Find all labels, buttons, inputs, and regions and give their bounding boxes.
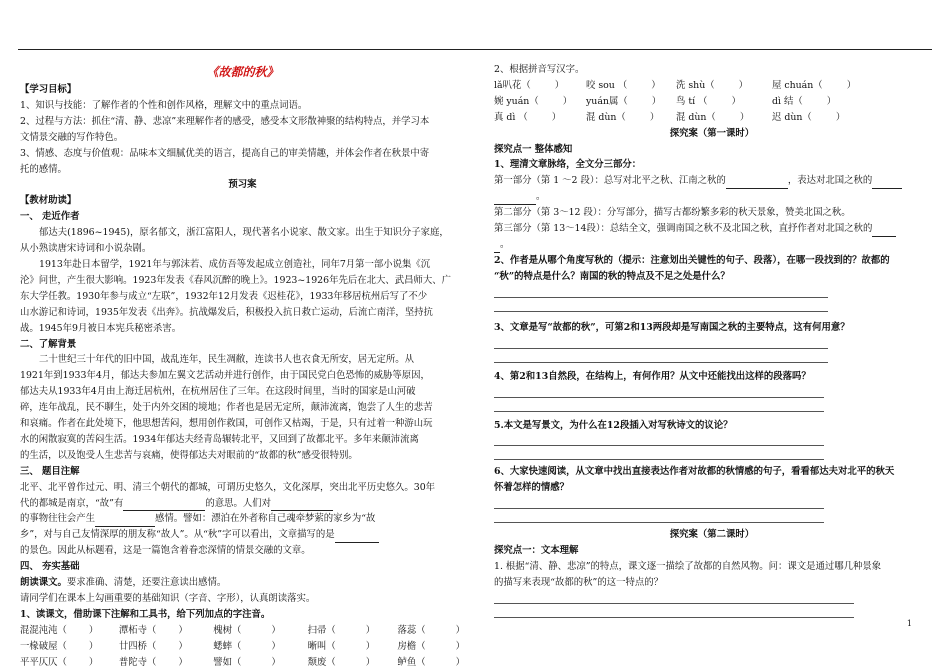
word-item: 廿四桥（ ） <box>118 640 188 652</box>
text-question-1a: 1. 根据“清、静、悲凉”的特点，课文逐一描绘了故都的自然风物。问：课文是通过哪几种景象 <box>494 561 882 573</box>
structure-part-2: 第二部分（第 3～12 段）：分写部分，描写古都纷繁多彩的秋天景象，赞美北国之秋。 <box>494 207 851 219</box>
point-2-heading: 探究点一：文本理解 <box>494 545 579 557</box>
explore-1-heading: 探究案（第一课时） <box>669 127 755 139</box>
word-item: 一椽破屋（ ） <box>20 640 99 652</box>
structure-text: 。 <box>500 238 510 250</box>
answer-line[interactable] <box>494 299 828 312</box>
word-item: 平平仄仄（ ） <box>20 656 99 668</box>
question-4: 4、第2和13自然段，在结构上，有何作用？从文中还能找出这样的段落吗？ <box>494 370 811 382</box>
structure-text: ，表达对北国之秋的 <box>787 175 873 187</box>
word-item: 房檐（ ） <box>397 640 465 652</box>
section-title-note-heading: 三、 题目注解 <box>20 465 80 477</box>
pinyin-item: 真 dì （ ） <box>494 111 562 123</box>
title-note-text: 乡”，对与自己友情深厚的朋友称“故人”。从“秋”字可以看出，文章描写的是 <box>20 529 335 541</box>
answer-line[interactable] <box>494 399 824 412</box>
answer-line[interactable] <box>494 496 824 509</box>
point-1-heading: 探究点一 整体感知 <box>494 143 573 155</box>
word-item: 颓废（ ） <box>307 656 376 668</box>
section-background-heading: 二、了解背景 <box>20 338 77 350</box>
left-column <box>20 62 465 671</box>
pinyin-item: 屋 chuán（ ） <box>772 79 857 91</box>
question-1: 1、读课文，借助课下注解和工具书，给下列加点的字注音。 <box>20 608 271 620</box>
question-3: 3、文章是写“故都的秋”，可第2和13两段却是写南国之秋的主要特点，这有何用意？ <box>494 321 850 333</box>
document-title: 《故都的秋》 <box>206 65 279 79</box>
structure-part-1-cont <box>494 189 930 205</box>
fill-blank[interactable] <box>726 177 788 189</box>
question-2b: “秋”的特点是什么？南国的秋的特点及不足之处是什么？ <box>494 270 730 282</box>
structure-text: 第三部分（第 13～14段）：总结全文，强调南国之秋不及北国之秋，直抒作者对北国之秋的 <box>494 223 873 235</box>
answer-line[interactable] <box>494 350 828 363</box>
answer-line[interactable] <box>494 510 824 523</box>
answer-line[interactable] <box>494 447 824 460</box>
fill-blank[interactable] <box>123 499 205 511</box>
pinyin-item: lǎ叭花（ ） <box>494 79 565 91</box>
word-item: 槐树（ ） <box>213 624 281 636</box>
fill-blank[interactable] <box>95 515 155 527</box>
answer-line[interactable] <box>494 433 824 446</box>
structure-text: 第一部分（第 1 ～2 段）：总写对北平之秋、江南之秋的 <box>494 175 726 187</box>
word-item: 鲈鱼（ ） <box>397 656 465 668</box>
title-note-text: 感情。譬如：漂泊在外者称自己魂牵梦萦的家乡为“故 <box>155 513 376 525</box>
goals-heading: 【学习目标】 <box>20 84 77 95</box>
title-note-line: 北平、北平曾作过元、明、清三个朝代的都城，可谓历史悠久，文化深厚，突出北平历史悠久。30年 <box>20 481 436 493</box>
structure-part-3-cont <box>494 237 930 253</box>
read-label: 朗读课文。 <box>20 577 67 589</box>
page-number: 1 <box>906 619 912 628</box>
fill-blank[interactable] <box>271 499 333 511</box>
background-line: 碎，连年战乱，民不聊生，处于内外交困的境地；作者也是居无定所，颠沛流离，饱尝了人生的悲苦 <box>20 402 433 414</box>
read-instruction <box>20 575 465 591</box>
background-line: 和哀痛。作者在此处境下，他思想苦闷，想用创作救国，可创作又枯竭，于是，只有过着一种游山玩 <box>20 418 433 430</box>
preview-heading: 预习案 <box>228 179 257 191</box>
goal-line: 3、情感、态度与价值观：品味本文细腻优美的语言，提高自己的审美情趣，并体会作者在秋景中寄 <box>20 147 430 159</box>
title-note-text: 的事物往往会产生 <box>20 513 96 525</box>
word-item: 普陀寺（ ） <box>118 656 188 668</box>
goal-line: 托的感情。 <box>20 163 67 175</box>
author-line: 郁达夫(1896~1945)，原名郁文，浙江富阳人，现代著名小说家、散文家。出生于知识分子家庭， <box>39 227 449 239</box>
title-note-line <box>20 527 465 543</box>
structure-part-3 <box>494 221 930 237</box>
word-row <box>20 655 465 671</box>
author-line: 东大学任教。1930年参与成立“左联”，1932年12月发表《迟桂花》，1933年移居杭州后写了不少 <box>20 290 428 302</box>
pinyin-row <box>494 78 930 94</box>
word-row <box>20 639 465 655</box>
explore-2-heading: 探究案（第二课时） <box>669 529 755 541</box>
answer-line[interactable] <box>494 385 824 398</box>
word-item: 蟋蟀（ ） <box>213 640 281 652</box>
aid-heading: 【教材助读】 <box>20 195 77 207</box>
question-6a: 6、大家快速阅读，从文章中找出直接表达作者对故都的秋情感的句子，看看郁达夫对北平的秋天 <box>494 466 895 478</box>
fill-blank[interactable] <box>335 531 379 543</box>
question-6b: 怀着怎样的情感？ <box>494 482 570 494</box>
question-2a: 2、作者是从哪个角度写秋的（提示：注意划出关键性的句子、段落），在哪一段找到的？故都的 <box>494 254 890 266</box>
structure-question: 1、理清文章脉络，全文分三部分： <box>494 159 642 171</box>
answer-line[interactable] <box>494 591 854 604</box>
word-item: 晰叫（ ） <box>307 640 376 652</box>
title-note-line <box>20 496 465 512</box>
author-line: 山水游记和诗词，1935年发表《出奔》。抗战爆发后，积极投入抗日救亡运动，后流亡南洋，坚持抗 <box>20 306 433 318</box>
goal-line: 文情景交融的写作特色。 <box>20 131 124 143</box>
author-line: 从小熟读唐宋诗词和小说杂剧。 <box>20 243 152 255</box>
answer-line[interactable] <box>494 605 854 618</box>
text-question-1b: 的描写来表现“故都的秋”的这一特点的？ <box>494 576 663 588</box>
structure-text: 。 <box>536 191 546 203</box>
right-column <box>494 62 930 619</box>
background-line: 1921年到1933年4月，郁达夫参加左翼文艺活动并进行创作，由于国民党白色恐怖的威胁等原因， <box>20 370 430 382</box>
header-rule <box>18 49 932 50</box>
section-basics-heading: 四、 夯实基础 <box>20 561 80 573</box>
word-item: 扫帚（ ） <box>307 624 376 636</box>
read-text: 要求准确、清楚，还要注意读出感情。 <box>66 577 227 589</box>
word-item: 譬如（ ） <box>213 656 281 668</box>
author-line: 沦》问世，产生很大影响。1923年发表《春风沉醉的晚上》。1923~1926年先后在北大、武昌师大、广 <box>20 274 451 286</box>
answer-line[interactable] <box>494 285 828 298</box>
pinyin-item: dì 结（ ） <box>772 95 837 107</box>
note-line: 请同学们在课本上勾画重要的基础知识（字音、字形），认真朗读落实。 <box>20 593 316 604</box>
pinyin-row <box>494 94 930 110</box>
title-note-line: 的景色。因此从标题看，这是一篇饱含着眷恋深情的情景交融的文章。 <box>20 545 311 557</box>
author-line: 战。1945年9月被日本宪兵秘密杀害。 <box>20 322 182 334</box>
pinyin-item: 鸟 tí （ ） <box>676 95 741 107</box>
background-line: 郁达夫从1933年4月由上海迁居杭州，在杭州居住了三年。在这段时间里，当时的国家是山河破 <box>20 386 416 398</box>
pinyin-item: 混 dùn（ ） <box>676 111 750 123</box>
answer-line[interactable] <box>494 336 828 349</box>
pinyin-item: 咬 sou （ ） <box>586 79 661 91</box>
title-note-text: 代的都城是南京，“故”有 <box>20 497 124 509</box>
background-line: 水的闲散寂寞的苦闷生活。1934年郁达夫经青岛辗转北平，又回到了故都北平。多年来颠沛流离 <box>20 433 419 445</box>
fill-blank[interactable] <box>494 193 536 205</box>
fill-blank[interactable] <box>872 225 896 237</box>
pinyin-item: yuán属（ ） <box>586 95 662 107</box>
fill-blank[interactable] <box>872 177 902 189</box>
goal-line: 1、知识与技能：了解作者的个性和创作风格，理解文中的重点词语。 <box>20 99 308 111</box>
pinyin-item: 混 dùn（ ） <box>586 111 660 123</box>
question-2: 2、根据拼音写汉字。 <box>494 64 585 75</box>
pinyin-item: 迟 dùn（ ） <box>772 111 846 123</box>
word-row <box>20 623 465 639</box>
word-item: 落蕊（ ） <box>397 624 465 636</box>
background-line: 的生活，以及饱受人生悲苦与哀痛，使得郁达夫对眼前的“故都的秋”感受很特别。 <box>20 449 358 461</box>
section-author-heading: 一、 走近作者 <box>20 211 80 223</box>
pinyin-item: 婉 yuán（ ） <box>494 95 573 107</box>
question-5: 5.本文是写景文，为什么在12段插入对写秋诗文的议论？ <box>494 419 733 431</box>
goal-line: 2、过程与方法：抓住“清、静、悲凉”来理解作者的感受，感受本文形散神聚的结构特点，并学习本 <box>20 115 430 127</box>
title-note-line <box>20 511 465 527</box>
word-item: 潭柘寺（ ） <box>118 624 188 636</box>
word-item: 混混沌沌（ ） <box>20 624 99 636</box>
pinyin-item: 洗 shù（ ） <box>676 79 749 91</box>
title-note-text: 的意思。人们对 <box>205 497 271 509</box>
author-line: 1913年赴日本留学，1921年与郭沫若、成仿吾等发起成立创造社，同年7月第一部小说集《沉 <box>39 258 431 270</box>
structure-part-1 <box>494 173 930 189</box>
background-line: 二十世纪三十年代的旧中国，战乱连年，民生凋敝，连读书人也衣食无所安，居无定所。从 <box>39 354 415 366</box>
pinyin-row <box>494 110 930 126</box>
